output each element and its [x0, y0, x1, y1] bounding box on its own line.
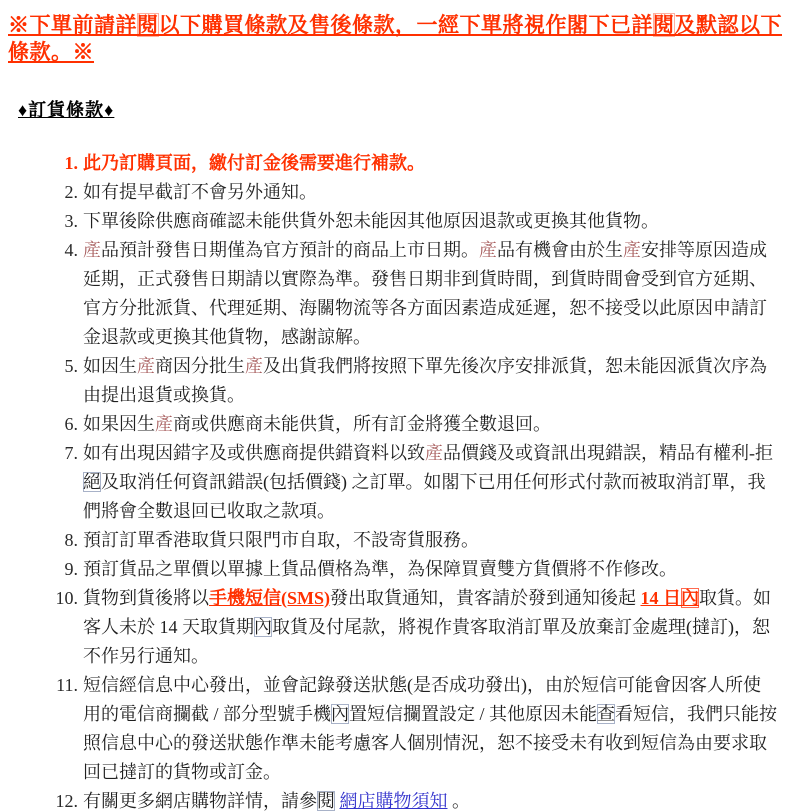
- text-run: 及出貨我們將按照下單先後次序安排派貨，恕未能因派貨次序為由提出退貨或換貨。: [83, 356, 767, 405]
- term-text: [83, 555, 777, 584]
- term-text: [83, 207, 777, 236]
- text-run: ※下單前請詳: [8, 13, 137, 37]
- text-run: 品價錢及或資訊出現錯誤，精品有權利-拒: [443, 443, 773, 463]
- term-number: 6.: [64, 414, 78, 434]
- text-run: 商因分批生: [155, 356, 245, 376]
- text-run: 如有出現因錯字及或供應商提供錯資料以致: [83, 443, 425, 463]
- highlight-red-text: 手機短信(SMS): [209, 588, 330, 608]
- text-run: 如因生: [83, 356, 137, 376]
- text-run: 下單後除供應商確認未能供貨外恕未能因其他原因退款或更換其他貨物。: [83, 211, 659, 231]
- term-number: 4.: [64, 240, 78, 260]
- term-item: [48, 236, 788, 352]
- text-run: 發出取貨通知，貴客請於發到通知後起: [330, 588, 641, 608]
- term-number: 11.: [56, 675, 78, 695]
- fallback-char: 查: [597, 704, 615, 724]
- text-run: 以下購買條款及售後條款，一經下單將視作閣下已詳: [158, 13, 653, 37]
- text-run: 預訂貨品之單價以單據上貨品價格為準，為保障買賣雙方貨價將不作修改。: [83, 559, 677, 579]
- fallback-char-product: 產: [83, 240, 101, 260]
- store-shopping-notice-link[interactable]: 網店購物須知: [339, 791, 448, 811]
- term-text: [83, 352, 777, 410]
- fallback-char-product: 產: [137, 356, 155, 376]
- notice-banner: [8, 12, 801, 66]
- term-item: [48, 207, 788, 236]
- order-terms-list: [48, 149, 788, 812]
- term-number: 1.: [64, 153, 78, 173]
- term-number: 9.: [64, 559, 78, 579]
- fallback-char: 內: [331, 704, 349, 724]
- term-item: [48, 555, 788, 584]
- fallback-char: 閱: [653, 13, 675, 37]
- fallback-char-product: 產: [623, 240, 641, 260]
- fallback-char: 內: [254, 617, 272, 637]
- term-item: [48, 439, 788, 526]
- fallback-char-product: 產: [155, 414, 173, 434]
- term-text: [83, 671, 777, 787]
- fallback-char-product: 產: [425, 443, 443, 463]
- term-number: 8.: [64, 530, 78, 550]
- text-run: 安排等原因造成延期，正式發售日期請以實際為準。發售日期非到貨時間，到貨時間會受到官方延期、官方分批派貨、代理延期、海關物流等各方面因素造成延遲，恕不接受以此原因申請訂金退款或更換其他貨物，感謝諒解。: [83, 240, 767, 347]
- text-run: 看短信，我們只能按照信息中心的發送狀態作準未能考慮客人個別情況，恕不接受未有收到短信為由要求取回已撻訂的貨物或訂金。: [83, 704, 777, 782]
- fallback-char-product: 產: [245, 356, 263, 376]
- text-run: 品預計發售日期僅為官方預計的商品上市日期。: [101, 240, 479, 260]
- term-item: [48, 671, 788, 787]
- text-run: 有關更多網店購物詳情，請參: [83, 791, 317, 811]
- text-run: 如果因生: [83, 414, 155, 434]
- text-run: 取貨及付尾款，將視作貴客取消訂單及放棄訂金處理(撻訂)，恕不作另行通知。: [83, 617, 770, 666]
- text-run: 及默認以下條款。※: [8, 13, 782, 64]
- term-item: [48, 352, 788, 410]
- term-text: [83, 526, 777, 555]
- term-item: [48, 178, 788, 207]
- term-text: [83, 584, 777, 671]
- term-number: 10.: [55, 588, 78, 608]
- order-terms-page: [0, 12, 809, 812]
- fallback-char: 閱: [317, 791, 335, 811]
- term-number: 2.: [64, 182, 78, 202]
- highlight-red-fallback-char: 內: [681, 588, 699, 608]
- term-item: [48, 149, 788, 178]
- text-run: 如有提早截訂不會另外通知。: [83, 182, 317, 202]
- text-run: 短信經信息中心發出，並會記錄發送狀態(是否成功發出)，由於短信可能會因客人所使用的電信商攔截 / 部分型號手機: [83, 675, 761, 724]
- text-run: 。: [447, 791, 470, 811]
- text-run: 取貨。如客人未於 14 天取貨期: [83, 588, 771, 637]
- highlight-red-text: 14 日: [640, 588, 681, 608]
- term-item: [48, 787, 788, 812]
- term-text: [83, 787, 777, 812]
- term-item: [48, 526, 788, 555]
- fallback-char: 絕: [83, 472, 101, 492]
- term-text: [83, 236, 777, 352]
- fallback-char-product: 產: [479, 240, 497, 260]
- text-run: 及取消任何資訊錯誤(包括價錢) 之訂單。如閣下已用任何形式付款而被取消訂單，我們將會全數退回已收取之款項。: [83, 472, 766, 521]
- term-number: 5.: [64, 356, 78, 376]
- term-number: 12.: [55, 791, 78, 811]
- term-item: [48, 410, 788, 439]
- term-item: [48, 584, 788, 671]
- term-number: 3.: [64, 211, 78, 231]
- term-number: 7.: [64, 443, 78, 463]
- text-run: 商或供應商未能供貨，所有訂金將獲全數退回。: [173, 414, 551, 434]
- text-run: 品有機會由於生: [497, 240, 623, 260]
- fallback-char: 閱: [137, 13, 159, 37]
- term-text: [83, 178, 777, 207]
- order-terms-section-title: ♦訂貨條款♦: [18, 100, 115, 120]
- term-text: [83, 410, 777, 439]
- term-text: [83, 149, 777, 178]
- term-text: [83, 439, 777, 526]
- text-run: 置短信攔置設定 / 其他原因未能: [349, 704, 597, 724]
- text-run: 貨物到貨後將以: [83, 588, 209, 608]
- text-run: 此乃訂購頁面，繳付訂金後需要進行補款。: [83, 153, 425, 173]
- text-run: 預訂訂單香港取貨只限門市自取，不設寄貨服務。: [83, 530, 479, 550]
